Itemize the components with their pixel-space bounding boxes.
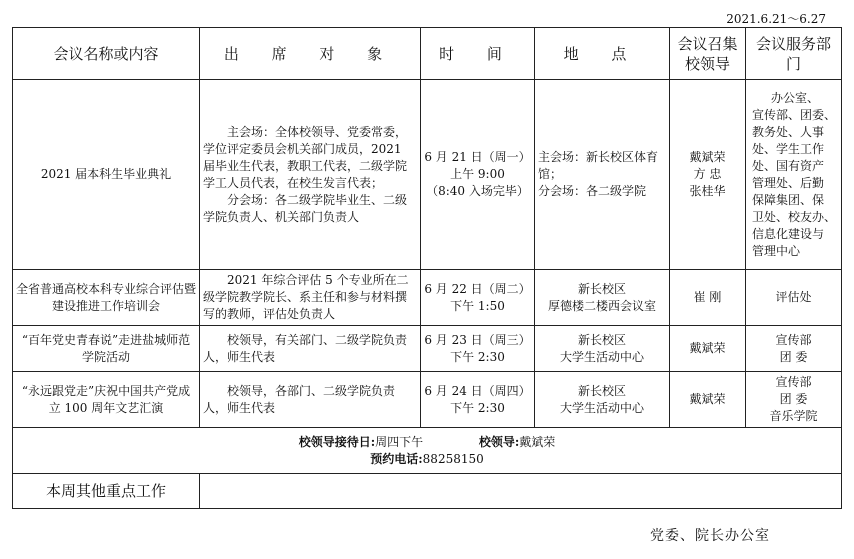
reception-label: 校领导接待日: (298, 434, 376, 449)
convener-name: 戴斌荣 (689, 341, 726, 355)
time-line: 6 月 23 日（周三） (424, 332, 531, 347)
attendees-line: 分会场：各二级学院毕业生、二级学院负责人、机关部门负责人 (203, 192, 408, 224)
other-work-content (200, 474, 842, 509)
service-cell (746, 270, 842, 326)
leader-value: 戴斌荣 (519, 434, 556, 449)
time-line: 下午 2:30 (450, 349, 505, 364)
service-line: 卫处、校友办、 (752, 209, 837, 224)
service-line: 宣传部 (775, 375, 812, 389)
attendees-cell (200, 326, 421, 372)
attendees-cell (200, 270, 421, 326)
service-line: 团 委 (779, 392, 808, 406)
time-cell (421, 270, 535, 326)
header-attendees: 出 席 对 象 (200, 28, 421, 80)
attendees-line: 主会场：全体校领导、党委常委，学位评定委员会机关部门成员，2021 届毕业生代表，教职工代表，二级学院学工人员代表，在校生发言代表； (203, 124, 408, 190)
service-cell (746, 372, 842, 428)
header-location: 地 点 (535, 28, 670, 80)
attendees-line: 校领导，有关部门、二级学院负责人，师生代表 (203, 332, 408, 364)
time-line: （8:40 入场完毕） (426, 184, 529, 198)
reception-value: 周四下午 (375, 434, 424, 449)
header-meeting: 会议名称或内容 (13, 28, 200, 80)
service-line: 办公室、 (770, 90, 819, 105)
service-cell (746, 326, 842, 372)
location-line: 分会场：各二级学院 (538, 184, 647, 198)
header-row (13, 28, 842, 80)
location-cell (535, 270, 670, 326)
attendees-line: 校领导，各部门、二级学院负责人，师生代表 (203, 383, 396, 415)
time-line: 上午 9:00 (450, 167, 505, 181)
service-line: 处、学生工作 (752, 141, 825, 156)
location-line: 大学生活动中心 (559, 349, 644, 364)
other-work-label: 本周其他重点工作 (13, 474, 200, 509)
meeting-name: 2021 届本科生毕业典礼 (13, 80, 200, 270)
convener-name: 张桂华 (689, 184, 726, 198)
service-line: 管理中心 (752, 243, 801, 258)
time-line: 6 月 24 日（周四） (424, 383, 531, 398)
service-line: 信息化建设与 (752, 226, 825, 241)
convener-name: 方 忠 (693, 167, 722, 181)
location-cell (535, 80, 670, 270)
convener-name: 戴斌荣 (689, 392, 726, 406)
service-line: 音乐学院 (769, 409, 818, 423)
table-row (13, 270, 842, 326)
date-range: 2021.6.21～6.27 (726, 12, 826, 26)
attendees-cell (200, 80, 421, 270)
meeting-name: “百年党史青春说”走进盐城师范学院活动 (13, 326, 200, 372)
header-service: 会议服务部门 (746, 28, 842, 80)
time-cell (421, 80, 535, 270)
service-line: 教务处、人事 (752, 124, 825, 139)
location-line: 新长校区 (577, 332, 626, 347)
phone-label: 预约电话: (370, 451, 423, 466)
header-convener: 会议召集校领导 (670, 28, 746, 80)
location-cell (535, 372, 670, 428)
service-line: 宣传部、团委、 (752, 107, 837, 122)
service-line: 管理处、后勤 (752, 175, 825, 190)
time-cell (421, 372, 535, 428)
meeting-schedule-table (12, 27, 842, 509)
attendees-line: 2021 年综合评估 5 个专业所在二级学院教学院长、系主任和参与材料撰写的教师，评估处负责人 (203, 273, 409, 321)
meeting-name: 全省普通高校本科专业综合评估暨建设推进工作培训会 (13, 270, 200, 326)
time-cell (421, 326, 535, 372)
location-line: 主会场：新长校区体育馆； (538, 150, 659, 181)
table-row (13, 80, 842, 270)
service-line: 保障集团、保 (752, 192, 825, 207)
location-cell (535, 326, 670, 372)
service-line: 团 委 (779, 349, 808, 364)
convener-name: 戴斌荣 (689, 150, 726, 164)
convener-cell (670, 270, 746, 326)
location-line: 新长校区 (577, 281, 626, 296)
convener-name: 崔 刚 (693, 290, 722, 304)
time-line: 下午 1:50 (450, 298, 505, 313)
location-line: 厚德楼二楼西会议室 (547, 298, 656, 313)
attendees-cell (200, 372, 421, 428)
table-row (13, 326, 842, 372)
header-time: 时 间 (421, 28, 535, 80)
table-row (13, 372, 842, 428)
reception-summary (13, 428, 842, 474)
service-cell (746, 80, 842, 270)
service-line: 评估处 (775, 290, 812, 304)
location-line: 新长校区 (577, 383, 626, 398)
location-line: 大学生活动中心 (559, 400, 644, 415)
convener-cell (670, 372, 746, 428)
other-work-row (13, 474, 842, 509)
time-line: 6 月 21 日（周一） (424, 150, 531, 164)
issuing-office: 党委、院长办公室 (650, 528, 770, 544)
meeting-name: “永远跟党走”庆祝中国共产党成立 100 周年文艺汇演 (13, 372, 200, 428)
time-line: 6 月 22 日（周二） (424, 281, 531, 296)
time-line: 下午 2:30 (450, 400, 505, 415)
phone-value: 88258150 (422, 451, 484, 466)
reception-summary-row (13, 428, 842, 474)
convener-cell (670, 326, 746, 372)
leader-label: 校领导: (478, 434, 520, 449)
service-line: 处、国有资产 (752, 158, 825, 173)
convener-cell (670, 80, 746, 270)
service-line: 宣传部 (775, 332, 812, 347)
